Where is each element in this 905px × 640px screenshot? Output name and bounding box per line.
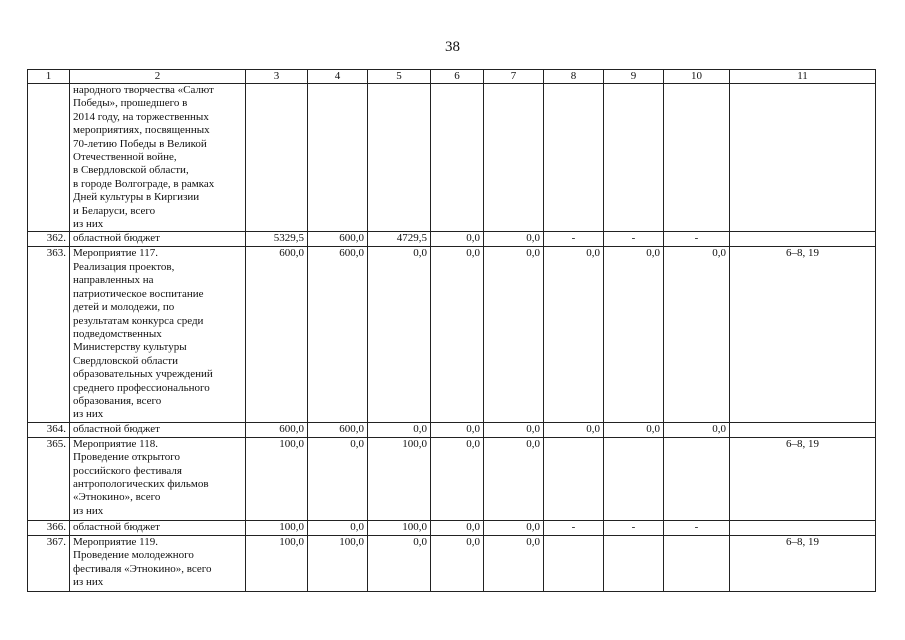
header-cell: 5 xyxy=(368,70,431,84)
cell-col4: 0,0 xyxy=(308,437,368,520)
cell-col9: 0,0 xyxy=(604,422,664,437)
cell-col3: 600,0 xyxy=(246,422,308,437)
cell-col8 xyxy=(544,535,604,591)
cell-col9: - xyxy=(604,520,664,535)
cell-col5 xyxy=(368,84,431,232)
budget-table xyxy=(27,69,876,592)
cell-col9 xyxy=(604,437,664,520)
row-name: Мероприятие 117. Реализация проектов, направленных на патриотическое воспитание детей и молодежи, по результатам конкурса среди подведомственных Министерству культуры Свердловской области образовательных учреждений среднего профессионального образования, всего из них xyxy=(70,247,246,422)
header-cell: 8 xyxy=(544,70,604,84)
cell-col8: - xyxy=(544,232,604,247)
cell-col6: 0,0 xyxy=(431,535,484,591)
cell-col4: 600,0 xyxy=(308,422,368,437)
cell-col3: 100,0 xyxy=(246,437,308,520)
row-number xyxy=(28,84,70,232)
cell-col10 xyxy=(664,437,730,520)
cell-col8: 0,0 xyxy=(544,422,604,437)
cell-col3 xyxy=(246,84,308,232)
cell-col9 xyxy=(604,84,664,232)
cell-col10 xyxy=(664,84,730,232)
page-number: 38 xyxy=(445,39,460,55)
cell-col5: 4729,5 xyxy=(368,232,431,247)
cell-col7: 0,0 xyxy=(484,422,544,437)
row-number: 365. xyxy=(28,437,70,520)
cell-col11 xyxy=(730,422,876,437)
header-cell: 6 xyxy=(431,70,484,84)
table-row xyxy=(28,535,876,591)
cell-col9 xyxy=(604,535,664,591)
cell-col9: - xyxy=(604,232,664,247)
row-number: 366. xyxy=(28,520,70,535)
header-cell: 2 xyxy=(70,70,246,84)
cell-col7: 0,0 xyxy=(484,535,544,591)
cell-col3: 100,0 xyxy=(246,520,308,535)
row-number: 364. xyxy=(28,422,70,437)
cell-col6: 0,0 xyxy=(431,247,484,422)
row-name: областной бюджет xyxy=(70,422,246,437)
table-row xyxy=(28,84,876,232)
row-number: 362. xyxy=(28,232,70,247)
cell-col4: 100,0 xyxy=(308,535,368,591)
header-cell: 9 xyxy=(604,70,664,84)
cell-col8 xyxy=(544,84,604,232)
cell-col11 xyxy=(730,232,876,247)
cell-col5: 0,0 xyxy=(368,422,431,437)
cell-col5: 0,0 xyxy=(368,247,431,422)
table-row xyxy=(28,520,876,535)
cell-col3: 600,0 xyxy=(246,247,308,422)
header-cell: 4 xyxy=(308,70,368,84)
cell-col6: 0,0 xyxy=(431,520,484,535)
header-cell: 1 xyxy=(28,70,70,84)
header-cell: 3 xyxy=(246,70,308,84)
cell-col6: 0,0 xyxy=(431,437,484,520)
row-name: Мероприятие 118. Проведение открытого российского фестиваля антропологических фильмов «Этнокино», всего из них xyxy=(70,437,246,520)
table-row xyxy=(28,437,876,520)
header-cell: 10 xyxy=(664,70,730,84)
cell-col10 xyxy=(664,535,730,591)
cell-col3: 5329,5 xyxy=(246,232,308,247)
cell-col11 xyxy=(730,520,876,535)
cell-col5: 100,0 xyxy=(368,520,431,535)
cell-col10: 0,0 xyxy=(664,247,730,422)
cell-col5: 0,0 xyxy=(368,535,431,591)
row-name: областной бюджет xyxy=(70,232,246,247)
cell-col5: 100,0 xyxy=(368,437,431,520)
cell-col7: 0,0 xyxy=(484,247,544,422)
cell-col7: 0,0 xyxy=(484,232,544,247)
row-number: 363. xyxy=(28,247,70,422)
row-name: Мероприятие 119. Проведение молодежного фестиваля «Этнокино», всего из них xyxy=(70,535,246,591)
cell-col6: 0,0 xyxy=(431,422,484,437)
row-name: народного творчества «Салют Победы», прошедшего в 2014 году, на торжественных мероприятиях, посвященных 70-летию Победы в Великой Отечественной войне, в Свердловской области, в городе Волгограде, в рамках Дней культуры в Киргизии и Беларуси, всего из них xyxy=(70,84,246,232)
row-number: 367. xyxy=(28,535,70,591)
table-row xyxy=(28,232,876,247)
cell-col10: 0,0 xyxy=(664,422,730,437)
cell-col11: 6–8, 19 xyxy=(730,535,876,591)
header-cell: 7 xyxy=(484,70,544,84)
table-row xyxy=(28,422,876,437)
cell-col10: - xyxy=(664,232,730,247)
cell-col11: 6–8, 19 xyxy=(730,247,876,422)
cell-col6 xyxy=(431,84,484,232)
cell-col11: 6–8, 19 xyxy=(730,437,876,520)
cell-col4: 0,0 xyxy=(308,520,368,535)
cell-col8: - xyxy=(544,520,604,535)
header-row xyxy=(28,70,876,84)
cell-col11 xyxy=(730,84,876,232)
cell-col10: - xyxy=(664,520,730,535)
cell-col9: 0,0 xyxy=(604,247,664,422)
table-row xyxy=(28,247,876,422)
cell-col3: 100,0 xyxy=(246,535,308,591)
cell-col4: 600,0 xyxy=(308,247,368,422)
header-cell: 11 xyxy=(730,70,876,84)
cell-col6: 0,0 xyxy=(431,232,484,247)
cell-col7: 0,0 xyxy=(484,520,544,535)
cell-col8: 0,0 xyxy=(544,247,604,422)
cell-col4 xyxy=(308,84,368,232)
cell-col7 xyxy=(484,84,544,232)
cell-col8 xyxy=(544,437,604,520)
cell-col4: 600,0 xyxy=(308,232,368,247)
row-name: областной бюджет xyxy=(70,520,246,535)
cell-col7: 0,0 xyxy=(484,437,544,520)
